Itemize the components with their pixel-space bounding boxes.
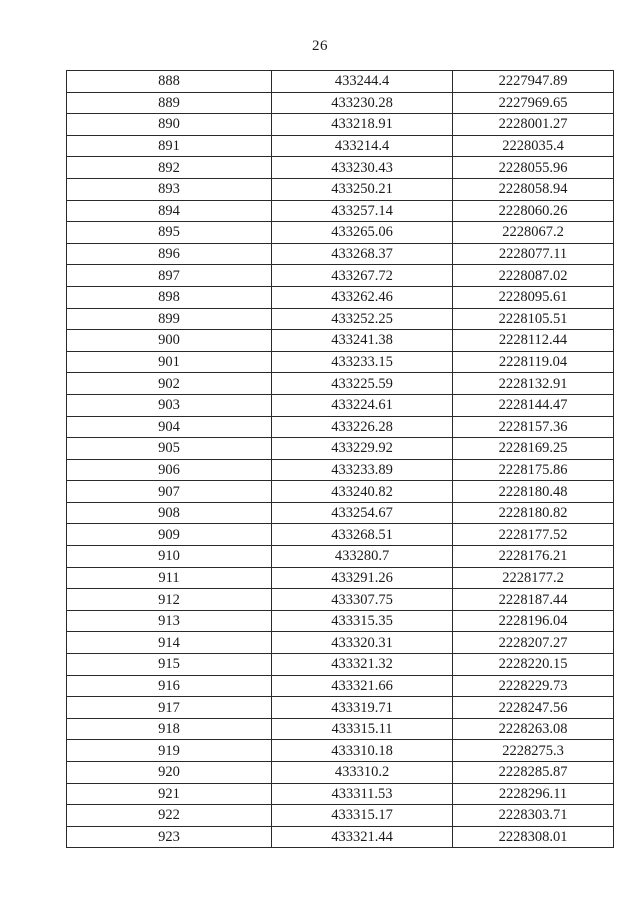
- x-coordinate-cell: 433280.7: [272, 546, 453, 568]
- table-row: [67, 92, 614, 114]
- table-row: [67, 459, 614, 481]
- point-number-cell: 912: [67, 589, 272, 611]
- x-coordinate-cell: 433315.17: [272, 805, 453, 827]
- point-number-cell: 909: [67, 524, 272, 546]
- point-number-cell: 891: [67, 135, 272, 157]
- table-row: [67, 438, 614, 460]
- table-row: [67, 546, 614, 568]
- table-row: [67, 286, 614, 308]
- table-body: [67, 71, 614, 848]
- y-coordinate-cell: 2228095.61: [453, 286, 614, 308]
- x-coordinate-cell: 433230.43: [272, 157, 453, 179]
- x-coordinate-cell: 433262.46: [272, 286, 453, 308]
- x-coordinate-cell: 433311.53: [272, 783, 453, 805]
- point-number-cell: 900: [67, 330, 272, 352]
- y-coordinate-cell: 2228087.02: [453, 265, 614, 287]
- table-row: [67, 373, 614, 395]
- table-row: [67, 567, 614, 589]
- y-coordinate-cell: 2228077.11: [453, 243, 614, 265]
- y-coordinate-cell: 2228105.51: [453, 308, 614, 330]
- point-number-cell: 888: [67, 71, 272, 93]
- table-row: [67, 783, 614, 805]
- y-coordinate-cell: 2228112.44: [453, 330, 614, 352]
- x-coordinate-cell: 433268.37: [272, 243, 453, 265]
- table-row: [67, 135, 614, 157]
- point-number-cell: 921: [67, 783, 272, 805]
- table-row: [67, 589, 614, 611]
- page-number: 26: [312, 38, 328, 54]
- table-row: [67, 762, 614, 784]
- x-coordinate-cell: 433257.14: [272, 200, 453, 222]
- point-number-cell: 892: [67, 157, 272, 179]
- point-number-cell: 907: [67, 481, 272, 503]
- y-coordinate-cell: 2228177.52: [453, 524, 614, 546]
- x-coordinate-cell: 433321.44: [272, 826, 453, 848]
- table-row: [67, 524, 614, 546]
- coordinate-table: [66, 70, 614, 848]
- table-row: [67, 826, 614, 848]
- x-coordinate-cell: 433226.28: [272, 416, 453, 438]
- point-number-cell: 894: [67, 200, 272, 222]
- point-number-cell: 911: [67, 567, 272, 589]
- table-row: [67, 740, 614, 762]
- y-coordinate-cell: 2228247.56: [453, 697, 614, 719]
- y-coordinate-cell: 2228175.86: [453, 459, 614, 481]
- y-coordinate-cell: 2228275.3: [453, 740, 614, 762]
- point-number-cell: 901: [67, 351, 272, 373]
- point-number-cell: 915: [67, 654, 272, 676]
- point-number-cell: 890: [67, 114, 272, 136]
- y-coordinate-cell: 2228263.08: [453, 718, 614, 740]
- y-coordinate-cell: 2228180.82: [453, 502, 614, 524]
- point-number-cell: 917: [67, 697, 272, 719]
- y-coordinate-cell: 2228285.87: [453, 762, 614, 784]
- x-coordinate-cell: 433315.11: [272, 718, 453, 740]
- table-row: [67, 200, 614, 222]
- point-number-cell: 923: [67, 826, 272, 848]
- x-coordinate-cell: 433310.18: [272, 740, 453, 762]
- table-row: [67, 308, 614, 330]
- y-coordinate-cell: 2228001.27: [453, 114, 614, 136]
- y-coordinate-cell: 2228055.96: [453, 157, 614, 179]
- point-number-cell: 896: [67, 243, 272, 265]
- x-coordinate-cell: 433268.51: [272, 524, 453, 546]
- point-number-cell: 918: [67, 718, 272, 740]
- x-coordinate-cell: 433315.35: [272, 610, 453, 632]
- x-coordinate-cell: 433321.32: [272, 654, 453, 676]
- x-coordinate-cell: 433244.4: [272, 71, 453, 93]
- y-coordinate-cell: 2228035.4: [453, 135, 614, 157]
- y-coordinate-cell: 2228067.2: [453, 222, 614, 244]
- y-coordinate-cell: 2228303.71: [453, 805, 614, 827]
- y-coordinate-cell: 2228177.2: [453, 567, 614, 589]
- x-coordinate-cell: 433250.21: [272, 178, 453, 200]
- point-number-cell: 920: [67, 762, 272, 784]
- x-coordinate-cell: 433229.92: [272, 438, 453, 460]
- point-number-cell: 898: [67, 286, 272, 308]
- table-row: [67, 330, 614, 352]
- x-coordinate-cell: 433225.59: [272, 373, 453, 395]
- x-coordinate-cell: 433265.06: [272, 222, 453, 244]
- point-number-cell: 903: [67, 394, 272, 416]
- x-coordinate-cell: 433224.61: [272, 394, 453, 416]
- point-number-cell: 906: [67, 459, 272, 481]
- point-number-cell: 905: [67, 438, 272, 460]
- point-number-cell: 889: [67, 92, 272, 114]
- point-number-cell: 922: [67, 805, 272, 827]
- table-row: [67, 71, 614, 93]
- table-row: [67, 610, 614, 632]
- table-row: [67, 675, 614, 697]
- point-number-cell: 893: [67, 178, 272, 200]
- x-coordinate-cell: 433241.38: [272, 330, 453, 352]
- y-coordinate-cell: 2228220.15: [453, 654, 614, 676]
- table-row: [67, 157, 614, 179]
- x-coordinate-cell: 433267.72: [272, 265, 453, 287]
- table-row: [67, 243, 614, 265]
- y-coordinate-cell: 2228157.36: [453, 416, 614, 438]
- y-coordinate-cell: 2228144.47: [453, 394, 614, 416]
- table-row: [67, 654, 614, 676]
- point-number-cell: 914: [67, 632, 272, 654]
- y-coordinate-cell: 2228176.21: [453, 546, 614, 568]
- point-number-cell: 908: [67, 502, 272, 524]
- x-coordinate-cell: 433218.91: [272, 114, 453, 136]
- x-coordinate-cell: 433240.82: [272, 481, 453, 503]
- table-row: [67, 718, 614, 740]
- table-row: [67, 697, 614, 719]
- x-coordinate-cell: 433321.66: [272, 675, 453, 697]
- point-number-cell: 904: [67, 416, 272, 438]
- x-coordinate-cell: 433252.25: [272, 308, 453, 330]
- y-coordinate-cell: 2228308.01: [453, 826, 614, 848]
- x-coordinate-cell: 433230.28: [272, 92, 453, 114]
- table-row: [67, 394, 614, 416]
- point-number-cell: 919: [67, 740, 272, 762]
- y-coordinate-cell: 2228187.44: [453, 589, 614, 611]
- y-coordinate-cell: 2228169.25: [453, 438, 614, 460]
- y-coordinate-cell: 2228180.48: [453, 481, 614, 503]
- x-coordinate-cell: 433319.71: [272, 697, 453, 719]
- table-row: [67, 502, 614, 524]
- y-coordinate-cell: 2228296.11: [453, 783, 614, 805]
- y-coordinate-cell: 2228119.04: [453, 351, 614, 373]
- point-number-cell: 902: [67, 373, 272, 395]
- y-coordinate-cell: 2228207.27: [453, 632, 614, 654]
- table-row: [67, 632, 614, 654]
- x-coordinate-cell: 433233.89: [272, 459, 453, 481]
- x-coordinate-cell: 433254.67: [272, 502, 453, 524]
- y-coordinate-cell: 2227969.65: [453, 92, 614, 114]
- y-coordinate-cell: 2228196.04: [453, 610, 614, 632]
- table-row: [67, 222, 614, 244]
- point-number-cell: 916: [67, 675, 272, 697]
- x-coordinate-cell: 433214.4: [272, 135, 453, 157]
- point-number-cell: 897: [67, 265, 272, 287]
- table-row: [67, 265, 614, 287]
- x-coordinate-cell: 433310.2: [272, 762, 453, 784]
- y-coordinate-cell: 2228132.91: [453, 373, 614, 395]
- y-coordinate-cell: 2228060.26: [453, 200, 614, 222]
- table-row: [67, 416, 614, 438]
- x-coordinate-cell: 433233.15: [272, 351, 453, 373]
- y-coordinate-cell: 2228058.94: [453, 178, 614, 200]
- table-row: [67, 481, 614, 503]
- point-number-cell: 895: [67, 222, 272, 244]
- x-coordinate-cell: 433320.31: [272, 632, 453, 654]
- point-number-cell: 910: [67, 546, 272, 568]
- table-row: [67, 114, 614, 136]
- table-row: [67, 178, 614, 200]
- y-coordinate-cell: 2228229.73: [453, 675, 614, 697]
- point-number-cell: 913: [67, 610, 272, 632]
- y-coordinate-cell: 2227947.89: [453, 71, 614, 93]
- x-coordinate-cell: 433291.26: [272, 567, 453, 589]
- point-number-cell: 899: [67, 308, 272, 330]
- table-row: [67, 351, 614, 373]
- table-row: [67, 805, 614, 827]
- x-coordinate-cell: 433307.75: [272, 589, 453, 611]
